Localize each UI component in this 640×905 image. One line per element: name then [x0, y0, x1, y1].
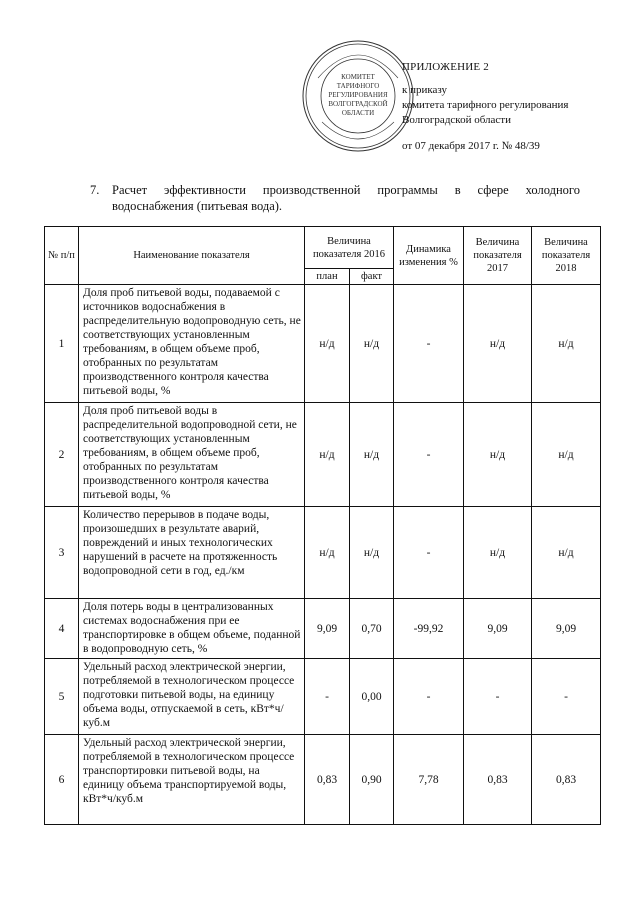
fact-2016: н/д — [350, 403, 394, 507]
plan-2016: 0,83 — [305, 735, 350, 825]
plan-2016: - — [305, 659, 350, 735]
indicator-name: Доля потерь воды в централизованных системах водоснабжения при ее транспортировке в общем объеме, поданной в водопроводную сеть, % — [79, 599, 305, 659]
section-title — [90, 182, 580, 214]
col-header-plan: план — [305, 269, 350, 285]
plan-2016: н/д — [305, 285, 350, 403]
table-row — [45, 507, 601, 599]
indicator-name: Доля проб питьевой воды, подаваемой с источников водоснабжения в распределительную водопроводную сеть, не соответствующих установленным требованиям, в общем объеме проб, отобранных по результатам производственного контроля качества питьевой воды, % — [79, 285, 305, 403]
row-number: 1 — [45, 285, 79, 403]
value-2017: н/д — [464, 285, 532, 403]
order-reference-header — [402, 60, 632, 154]
col-header-value-2017: Величина показателя 2017 — [464, 227, 532, 285]
fact-2016: 0,70 — [350, 599, 394, 659]
seal-center-line: ОБЛАСТИ — [341, 109, 375, 117]
table-row — [45, 659, 601, 735]
table-row — [45, 599, 601, 659]
header-line: комитета тарифного регулирования — [402, 99, 569, 111]
row-number: 3 — [45, 507, 79, 599]
col-header-value-2016: Величина показателя 2016 — [305, 227, 394, 269]
col-header-dynamics: Динамика изменения % — [394, 227, 464, 285]
header-line: к приказу — [402, 84, 448, 96]
col-header-name: Наименование показателя — [79, 227, 305, 285]
col-header-fact: факт — [350, 269, 394, 285]
indicator-name: Количество перерывов в подаче воды, произошедших в результате аварий, повреждений и иных технологических нарушений в расчете на протяженность водопроводной сети в год, ед./км — [79, 507, 305, 599]
section-title-text: Расчет эффективности производственной программы в сфере холодного водоснабжения (питьевая вода). — [112, 183, 580, 213]
dynamics: 7,78 — [394, 735, 464, 825]
value-2017: 0,83 — [464, 735, 532, 825]
value-2017: - — [464, 659, 532, 735]
seal-center-line: РЕГУЛИРОВАНИЯ — [328, 91, 388, 99]
row-number: 5 — [45, 659, 79, 735]
indicator-name: Удельный расход электрической энергии, потребляемой в технологическом процессе транспортировки питьевой воды, на единицу объема транспортируемой воды, кВт*ч/куб.м — [79, 735, 305, 825]
header-line: Волгоградской области — [402, 114, 511, 126]
indicator-name: Удельный расход электрической энергии, потребляемой в технологическом процессе подготовки питьевой воды, на единицу объема воды, отпускаемой в сеть, кВт*ч/куб.м — [79, 659, 305, 735]
indicator-name: Доля проб питьевой воды в распределительной водопроводной сети, не соответствующих установленным требованиям, в общем объеме проб, отобранных по результатам производственного контроля качества питьевой воды, % — [79, 403, 305, 507]
value-2018: н/д — [532, 507, 601, 599]
seal-center-line: КОМИТЕТ — [341, 73, 375, 81]
value-2017: н/д — [464, 403, 532, 507]
fact-2016: 0,90 — [350, 735, 394, 825]
fact-2016: н/д — [350, 285, 394, 403]
fact-2016: н/д — [350, 507, 394, 599]
dynamics: - — [394, 507, 464, 599]
dynamics: -99,92 — [394, 599, 464, 659]
dynamics: - — [394, 659, 464, 735]
order-date: от 07 декабря 2017 г. № 48/39 — [402, 140, 540, 152]
official-seal — [300, 38, 416, 154]
table-row — [45, 285, 601, 403]
plan-2016: н/д — [305, 507, 350, 599]
appendix-label: ПРИЛОЖЕНИЕ 2 — [402, 61, 489, 73]
efficiency-table — [44, 226, 601, 825]
row-number: 6 — [45, 735, 79, 825]
value-2018: - — [532, 659, 601, 735]
value-2018: 9,09 — [532, 599, 601, 659]
plan-2016: н/д — [305, 403, 350, 507]
seal-center-line: ВОЛГОГРАДСКОЙ — [328, 100, 388, 108]
col-header-value-2018: Величина показателя 2018 — [532, 227, 601, 285]
plan-2016: 9,09 — [305, 599, 350, 659]
value-2017: 9,09 — [464, 599, 532, 659]
value-2018: н/д — [532, 403, 601, 507]
section-number: 7. — [90, 183, 100, 197]
col-header-num: № п/п — [45, 227, 79, 285]
fact-2016: 0,00 — [350, 659, 394, 735]
table-row — [45, 403, 601, 507]
table-row — [45, 735, 601, 825]
seal-center-line: ТАРИФНОГО — [336, 82, 380, 90]
value-2018: н/д — [532, 285, 601, 403]
row-number: 2 — [45, 403, 79, 507]
value-2018: 0,83 — [532, 735, 601, 825]
dynamics: - — [394, 285, 464, 403]
row-number: 4 — [45, 599, 79, 659]
dynamics: - — [394, 403, 464, 507]
value-2017: н/д — [464, 507, 532, 599]
